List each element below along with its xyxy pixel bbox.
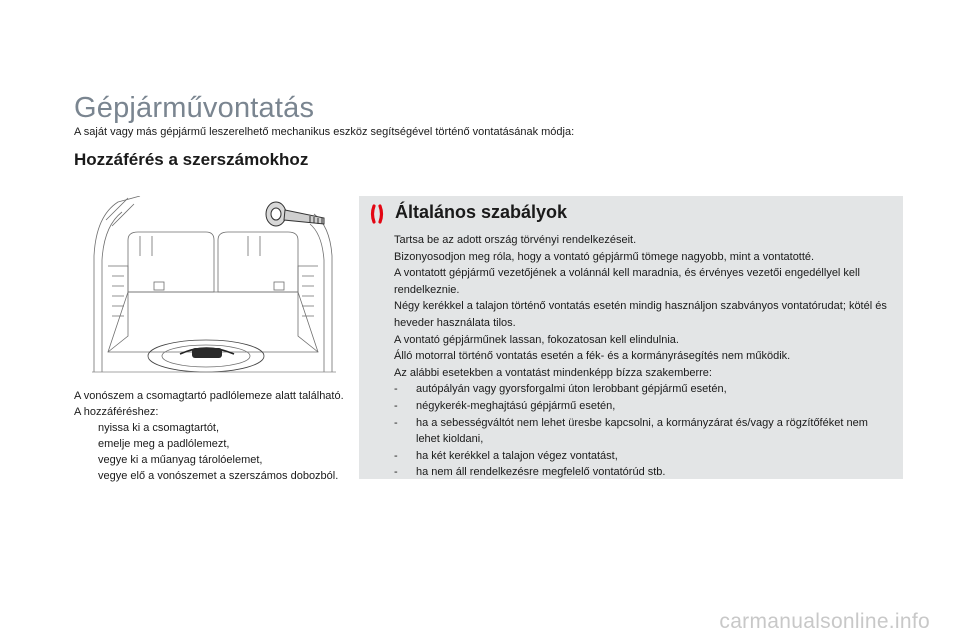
access-step-text: nyissa ki a csomagtartót, (98, 422, 220, 434)
list-item-text: autópályán vagy gyorsforgalmi úton lerobbant gépjármű esetén, (416, 383, 727, 396)
access-intro: A vonószem a csomagtartó padlólemeze alatt található. (74, 390, 344, 402)
list-item (394, 448, 894, 465)
rule-paragraph: Bizonyosodjon meg róla, hogy a vontató gépjármű tömege nagyobb, mint a vontatotté. (394, 250, 815, 263)
rule-paragraph: Tartsa be az adott ország törvényi rendelkezéseit. (394, 234, 637, 246)
access-label: A hozzáféréshez: (74, 406, 159, 418)
specialist-cases-list (394, 381, 894, 481)
section-heading: Hozzáférés a szerszámokhoz (74, 150, 309, 169)
list-item (394, 398, 894, 415)
rule-paragraph: A vontató gépjárműnek lassan, fokozatosan kell elindulnia. (394, 333, 679, 346)
list-item-text: ha nem áll rendelkezésre megfelelő vontatórúd stb. (416, 466, 666, 479)
list-item (394, 415, 894, 448)
watermark: carmanualsonline.info (719, 610, 930, 633)
rules-title: Általános szabályok (395, 202, 568, 222)
access-step-text: emelje meg a padlólemezt, (98, 438, 230, 450)
access-step-text: vegye elő a vonószemet a szerszámos dobozból. (98, 470, 339, 482)
page-title: Gépjárművontatás (74, 92, 315, 124)
access-step (74, 436, 344, 452)
dash-bullet: - (394, 383, 398, 396)
rule-paragraph: Négy kerékkel a talajon történő vontatás esetén mindig használjon szabványos vontatórudat; kötél és heveder használata tilos. (394, 300, 887, 329)
warning-icon (367, 204, 387, 224)
access-step (74, 420, 344, 436)
access-steps (74, 420, 344, 484)
dash-bullet: - (394, 399, 398, 412)
dash-bullet: - (394, 416, 398, 429)
dash-bullet: - (394, 466, 398, 479)
access-step (74, 468, 344, 484)
access-step-text: vegye ki a műanyag tárolóelemet, (98, 454, 263, 466)
rule-paragraph: A vontatott gépjármű vezetőjének a volánnál kell maradnia, és érvényes vezetői engedéllyel kell rendelkeznie. (394, 267, 860, 296)
rules-body (394, 232, 894, 481)
access-instructions (74, 388, 344, 484)
list-item-text: ha két kerékkel a talajon végez vontatást, (416, 449, 618, 462)
rule-paragraph: Az alábbi esetekben a vontatást mindenképp bízza szakemberre: (394, 366, 712, 379)
general-rules-panel (359, 196, 903, 479)
access-step (74, 452, 344, 468)
rule-paragraph: Álló motorral történő vontatás esetén a fék- és a kormányrásegítés nem működik. (394, 350, 791, 363)
list-item (394, 464, 894, 481)
dash-bullet: - (394, 449, 398, 462)
list-item (394, 381, 894, 398)
trunk-illustration (88, 196, 340, 376)
page-subtitle: A saját vagy más gépjármű leszerelhető mechanikus eszköz segítségével történő vontatásának módja: (74, 126, 575, 138)
list-item-text: ha a sebességváltót nem lehet üresbe kapcsolni, a kormányzárat és/vagy a rögzítőféket nem lehet kioldani, (416, 416, 868, 446)
list-item-text: négykerék-meghajtású gépjármű esetén, (416, 399, 616, 412)
